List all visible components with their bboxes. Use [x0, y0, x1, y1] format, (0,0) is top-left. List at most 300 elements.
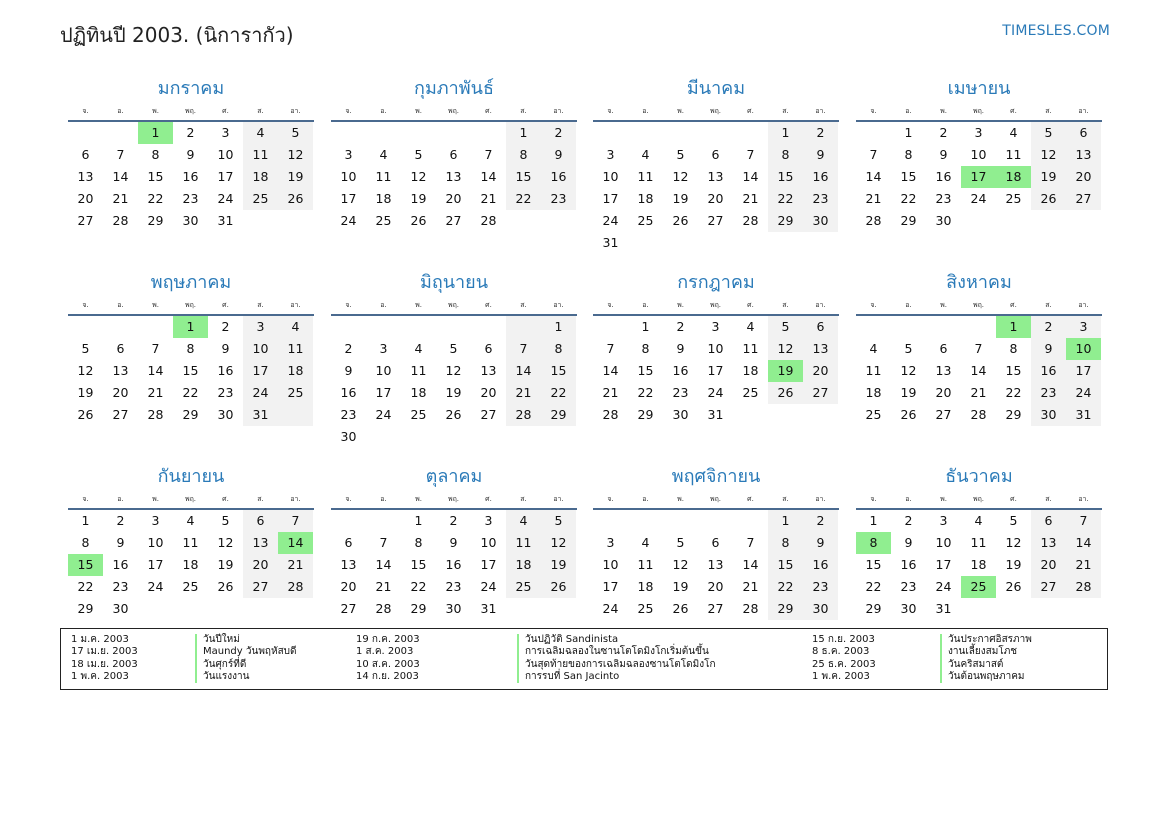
day-cell[interactable]: 9: [221, 341, 230, 356]
day-cell[interactable]: 8: [904, 147, 913, 162]
day-cell[interactable]: 1: [768, 122, 803, 144]
day-cell[interactable]: 18: [375, 191, 392, 206]
day-cell[interactable]: 25: [506, 576, 541, 598]
day-cell[interactable]: 8: [151, 147, 160, 162]
day-cell[interactable]: 27: [243, 576, 278, 598]
day-cell[interactable]: 14: [1066, 532, 1101, 554]
day-cell[interactable]: 30: [803, 210, 838, 232]
day-cell[interactable]: 6: [1031, 510, 1066, 532]
day-cell[interactable]: 18: [278, 360, 313, 382]
day-cell[interactable]: 31: [602, 235, 619, 250]
day-cell[interactable]: 27: [445, 213, 462, 228]
day-cell[interactable]: 24: [147, 579, 164, 594]
day-cell[interactable]: 8: [768, 144, 803, 166]
day-cell[interactable]: 19: [672, 191, 689, 206]
day-cell[interactable]: 22: [410, 579, 427, 594]
day-cell[interactable]: 26: [541, 576, 576, 598]
day-cell[interactable]: 23: [445, 579, 462, 594]
day-cell[interactable]: 15: [182, 363, 199, 378]
day-cell[interactable]: 15: [410, 557, 427, 572]
day-cell[interactable]: 9: [1031, 338, 1066, 360]
day-cell[interactable]: 27: [480, 407, 497, 422]
day-cell[interactable]: 2: [116, 513, 125, 528]
day-cell[interactable]: 15: [1005, 363, 1022, 378]
day-cell[interactable]: 13: [707, 169, 724, 184]
site-logo[interactable]: TIMESLES.COM: [1002, 23, 1110, 39]
day-cell[interactable]: 11: [1005, 147, 1022, 162]
day-cell[interactable]: 6: [116, 341, 125, 356]
day-cell[interactable]: 23: [541, 188, 576, 210]
day-cell[interactable]: 4: [641, 147, 650, 162]
day-cell[interactable]: 14: [865, 169, 882, 184]
day-cell[interactable]: 27: [935, 407, 952, 422]
day-cell[interactable]: 10: [217, 147, 234, 162]
day-cell[interactable]: 15: [768, 166, 803, 188]
day-cell[interactable]: 8: [81, 535, 90, 550]
day-cell[interactable]: 1: [904, 125, 913, 140]
day-cell[interactable]: 31: [707, 407, 724, 422]
day-cell[interactable]: 16: [803, 554, 838, 576]
day-cell[interactable]: 27: [1031, 576, 1066, 598]
holiday-day-cell[interactable]: 15: [68, 554, 103, 576]
day-cell[interactable]: 25: [637, 601, 654, 616]
day-cell[interactable]: 25: [1005, 191, 1022, 206]
day-cell[interactable]: 20: [340, 579, 357, 594]
day-cell[interactable]: 22: [900, 191, 917, 206]
day-cell[interactable]: 21: [1066, 554, 1101, 576]
day-cell[interactable]: 17: [147, 557, 164, 572]
day-cell[interactable]: 12: [672, 169, 689, 184]
day-cell[interactable]: 3: [711, 319, 720, 334]
day-cell[interactable]: 13: [1031, 532, 1066, 554]
day-cell[interactable]: 14: [147, 363, 164, 378]
day-cell[interactable]: 21: [375, 579, 392, 594]
day-cell[interactable]: 30: [803, 598, 838, 620]
day-cell[interactable]: 4: [186, 513, 195, 528]
day-cell[interactable]: 13: [480, 363, 497, 378]
day-cell[interactable]: 4: [506, 510, 541, 532]
day-cell[interactable]: 5: [81, 341, 90, 356]
day-cell[interactable]: 27: [340, 601, 357, 616]
day-cell[interactable]: 14: [602, 363, 619, 378]
day-cell[interactable]: 14: [112, 169, 129, 184]
day-cell[interactable]: 26: [1005, 579, 1022, 594]
day-cell[interactable]: 19: [217, 557, 234, 572]
day-cell[interactable]: 8: [186, 341, 195, 356]
day-cell[interactable]: 31: [243, 404, 278, 426]
day-cell[interactable]: 15: [865, 557, 882, 572]
day-cell[interactable]: 9: [939, 147, 948, 162]
day-cell[interactable]: 12: [1005, 535, 1022, 550]
day-cell[interactable]: 2: [939, 125, 948, 140]
day-cell[interactable]: 25: [243, 188, 278, 210]
day-cell[interactable]: 1: [81, 513, 90, 528]
day-cell[interactable]: 20: [112, 385, 129, 400]
day-cell[interactable]: 29: [768, 210, 803, 232]
day-cell[interactable]: 7: [746, 535, 755, 550]
day-cell[interactable]: 1: [869, 513, 878, 528]
day-cell[interactable]: 27: [112, 407, 129, 422]
day-cell[interactable]: 30: [900, 601, 917, 616]
day-cell[interactable]: 17: [340, 191, 357, 206]
day-cell[interactable]: 10: [602, 169, 619, 184]
day-cell[interactable]: 17: [602, 579, 619, 594]
day-cell[interactable]: 28: [147, 407, 164, 422]
holiday-day-cell[interactable]: 17: [961, 166, 996, 188]
day-cell[interactable]: 21: [602, 385, 619, 400]
day-cell[interactable]: 19: [1031, 166, 1066, 188]
day-cell[interactable]: 23: [340, 407, 357, 422]
day-cell[interactable]: 23: [935, 191, 952, 206]
day-cell[interactable]: 21: [865, 191, 882, 206]
day-cell[interactable]: 26: [410, 213, 427, 228]
day-cell[interactable]: 1: [768, 510, 803, 532]
day-cell[interactable]: 12: [768, 338, 803, 360]
day-cell[interactable]: 31: [1066, 404, 1101, 426]
holiday-day-cell[interactable]: 25: [961, 576, 996, 598]
day-cell[interactable]: 5: [1009, 513, 1018, 528]
day-cell[interactable]: 2: [904, 513, 913, 528]
day-cell[interactable]: 11: [865, 363, 882, 378]
day-cell[interactable]: 6: [81, 147, 90, 162]
day-cell[interactable]: 18: [637, 191, 654, 206]
day-cell[interactable]: 12: [672, 557, 689, 572]
day-cell[interactable]: 24: [480, 579, 497, 594]
day-cell[interactable]: 20: [480, 385, 497, 400]
day-cell[interactable]: 15: [541, 360, 576, 382]
day-cell[interactable]: 31: [217, 213, 234, 228]
day-cell[interactable]: 13: [1066, 144, 1101, 166]
day-cell[interactable]: 26: [1031, 188, 1066, 210]
day-cell[interactable]: 4: [869, 341, 878, 356]
day-cell[interactable]: 16: [900, 557, 917, 572]
holiday-day-cell[interactable]: 10: [1066, 338, 1101, 360]
day-cell[interactable]: 24: [375, 407, 392, 422]
day-cell[interactable]: 26: [77, 407, 94, 422]
day-cell[interactable]: 13: [112, 363, 129, 378]
day-cell[interactable]: 5: [278, 122, 313, 144]
day-cell[interactable]: 12: [900, 363, 917, 378]
day-cell[interactable]: 23: [112, 579, 129, 594]
day-cell[interactable]: 4: [243, 122, 278, 144]
day-cell[interactable]: 11: [506, 532, 541, 554]
day-cell[interactable]: 1: [414, 513, 423, 528]
day-cell[interactable]: 2: [1031, 316, 1066, 338]
day-cell[interactable]: 30: [340, 429, 357, 444]
day-cell[interactable]: 16: [112, 557, 129, 572]
day-cell[interactable]: 29: [1005, 407, 1022, 422]
day-cell[interactable]: 17: [602, 191, 619, 206]
day-cell[interactable]: 10: [147, 535, 164, 550]
day-cell[interactable]: 12: [278, 144, 313, 166]
day-cell[interactable]: 15: [900, 169, 917, 184]
day-cell[interactable]: 17: [707, 363, 724, 378]
day-cell[interactable]: 28: [375, 601, 392, 616]
holiday-day-cell[interactable]: 1: [996, 316, 1031, 338]
day-cell[interactable]: 28: [480, 213, 497, 228]
day-cell[interactable]: 10: [970, 147, 987, 162]
day-cell[interactable]: 20: [935, 385, 952, 400]
day-cell[interactable]: 22: [77, 579, 94, 594]
day-cell[interactable]: 23: [672, 385, 689, 400]
day-cell[interactable]: 23: [803, 188, 838, 210]
day-cell[interactable]: 15: [506, 166, 541, 188]
day-cell[interactable]: 24: [970, 191, 987, 206]
day-cell[interactable]: 9: [904, 535, 913, 550]
day-cell[interactable]: 21: [278, 554, 313, 576]
day-cell[interactable]: 10: [480, 535, 497, 550]
day-cell[interactable]: 28: [742, 601, 759, 616]
day-cell[interactable]: 14: [506, 360, 541, 382]
day-cell[interactable]: 7: [1066, 510, 1101, 532]
day-cell[interactable]: 6: [344, 535, 353, 550]
day-cell[interactable]: 17: [217, 169, 234, 184]
day-cell[interactable]: 7: [506, 338, 541, 360]
day-cell[interactable]: 8: [1009, 341, 1018, 356]
day-cell[interactable]: 28: [1066, 576, 1101, 598]
day-cell[interactable]: 18: [742, 363, 759, 378]
day-cell[interactable]: 24: [602, 601, 619, 616]
day-cell[interactable]: 9: [449, 535, 458, 550]
day-cell[interactable]: 5: [768, 316, 803, 338]
day-cell[interactable]: 25: [742, 385, 759, 400]
day-cell[interactable]: 29: [900, 213, 917, 228]
day-cell[interactable]: 13: [707, 557, 724, 572]
day-cell[interactable]: 14: [970, 363, 987, 378]
day-cell[interactable]: 5: [904, 341, 913, 356]
day-cell[interactable]: 22: [147, 191, 164, 206]
day-cell[interactable]: 16: [672, 363, 689, 378]
day-cell[interactable]: 3: [344, 147, 353, 162]
day-cell[interactable]: 10: [707, 341, 724, 356]
day-cell[interactable]: 25: [637, 213, 654, 228]
day-cell[interactable]: 18: [506, 554, 541, 576]
day-cell[interactable]: 9: [676, 341, 685, 356]
day-cell[interactable]: 24: [243, 382, 278, 404]
day-cell[interactable]: 27: [77, 213, 94, 228]
holiday-day-cell[interactable]: 1: [138, 122, 173, 144]
day-cell[interactable]: 10: [375, 363, 392, 378]
day-cell[interactable]: 7: [974, 341, 983, 356]
day-cell[interactable]: 8: [414, 535, 423, 550]
day-cell[interactable]: 4: [1009, 125, 1018, 140]
holiday-day-cell[interactable]: 1: [173, 316, 208, 338]
day-cell[interactable]: 7: [151, 341, 160, 356]
day-cell[interactable]: 21: [970, 385, 987, 400]
day-cell[interactable]: 28: [602, 407, 619, 422]
day-cell[interactable]: 19: [445, 385, 462, 400]
day-cell[interactable]: 18: [410, 385, 427, 400]
day-cell[interactable]: 29: [410, 601, 427, 616]
day-cell[interactable]: 8: [541, 338, 576, 360]
day-cell[interactable]: 28: [278, 576, 313, 598]
day-cell[interactable]: 3: [221, 125, 230, 140]
day-cell[interactable]: 14: [742, 557, 759, 572]
day-cell[interactable]: 13: [340, 557, 357, 572]
day-cell[interactable]: 18: [243, 166, 278, 188]
day-cell[interactable]: 10: [602, 557, 619, 572]
day-cell[interactable]: 1: [506, 122, 541, 144]
day-cell[interactable]: 5: [1031, 122, 1066, 144]
day-cell[interactable]: 31: [480, 601, 497, 616]
day-cell[interactable]: 24: [602, 213, 619, 228]
day-cell[interactable]: 30: [182, 213, 199, 228]
day-cell[interactable]: 18: [970, 557, 987, 572]
day-cell[interactable]: 12: [77, 363, 94, 378]
day-cell[interactable]: 17: [935, 557, 952, 572]
day-cell[interactable]: 21: [480, 191, 497, 206]
day-cell[interactable]: 27: [707, 213, 724, 228]
day-cell[interactable]: 2: [541, 122, 576, 144]
day-cell[interactable]: 7: [484, 147, 493, 162]
day-cell[interactable]: 11: [637, 169, 654, 184]
day-cell[interactable]: 17: [243, 360, 278, 382]
day-cell[interactable]: 26: [768, 382, 803, 404]
day-cell[interactable]: 21: [506, 382, 541, 404]
day-cell[interactable]: 16: [445, 557, 462, 572]
day-cell[interactable]: 16: [217, 363, 234, 378]
day-cell[interactable]: 12: [217, 535, 234, 550]
day-cell[interactable]: 13: [77, 169, 94, 184]
day-cell[interactable]: 2: [803, 122, 838, 144]
day-cell[interactable]: 3: [606, 147, 615, 162]
day-cell[interactable]: 3: [974, 125, 983, 140]
day-cell[interactable]: 16: [340, 385, 357, 400]
day-cell[interactable]: 18: [182, 557, 199, 572]
day-cell[interactable]: 15: [768, 554, 803, 576]
day-cell[interactable]: 20: [1066, 166, 1101, 188]
day-cell[interactable]: 14: [480, 169, 497, 184]
day-cell[interactable]: 22: [1005, 385, 1022, 400]
day-cell[interactable]: 19: [77, 385, 94, 400]
day-cell[interactable]: 12: [445, 363, 462, 378]
day-cell[interactable]: 12: [541, 532, 576, 554]
day-cell[interactable]: 5: [221, 513, 230, 528]
day-cell[interactable]: 14: [742, 169, 759, 184]
day-cell[interactable]: 30: [445, 601, 462, 616]
day-cell[interactable]: 20: [445, 191, 462, 206]
day-cell[interactable]: 17: [480, 557, 497, 572]
day-cell[interactable]: 13: [445, 169, 462, 184]
day-cell[interactable]: 27: [1066, 188, 1101, 210]
day-cell[interactable]: 29: [77, 601, 94, 616]
day-cell[interactable]: 3: [243, 316, 278, 338]
day-cell[interactable]: 20: [77, 191, 94, 206]
day-cell[interactable]: 6: [1066, 122, 1101, 144]
day-cell[interactable]: 13: [935, 363, 952, 378]
day-cell[interactable]: 16: [1031, 360, 1066, 382]
day-cell[interactable]: 29: [182, 407, 199, 422]
day-cell[interactable]: 20: [707, 191, 724, 206]
day-cell[interactable]: 6: [939, 341, 948, 356]
day-cell[interactable]: 26: [672, 213, 689, 228]
day-cell[interactable]: 26: [445, 407, 462, 422]
day-cell[interactable]: 23: [900, 579, 917, 594]
day-cell[interactable]: 26: [217, 579, 234, 594]
day-cell[interactable]: 4: [278, 316, 313, 338]
day-cell[interactable]: 4: [974, 513, 983, 528]
day-cell[interactable]: 6: [711, 535, 720, 550]
day-cell[interactable]: 23: [803, 576, 838, 598]
day-cell[interactable]: 22: [637, 385, 654, 400]
day-cell[interactable]: 11: [970, 535, 987, 550]
day-cell[interactable]: 17: [375, 385, 392, 400]
day-cell[interactable]: 20: [1031, 554, 1066, 576]
day-cell[interactable]: 1: [541, 316, 576, 338]
day-cell[interactable]: 3: [939, 513, 948, 528]
day-cell[interactable]: 18: [637, 579, 654, 594]
day-cell[interactable]: 5: [676, 147, 685, 162]
day-cell[interactable]: 30: [672, 407, 689, 422]
day-cell[interactable]: 26: [672, 601, 689, 616]
day-cell[interactable]: 21: [742, 579, 759, 594]
day-cell[interactable]: 18: [865, 385, 882, 400]
day-cell[interactable]: 29: [768, 598, 803, 620]
day-cell[interactable]: 11: [243, 144, 278, 166]
day-cell[interactable]: 28: [506, 404, 541, 426]
day-cell[interactable]: 5: [676, 535, 685, 550]
day-cell[interactable]: 26: [278, 188, 313, 210]
day-cell[interactable]: 29: [637, 407, 654, 422]
day-cell[interactable]: 5: [541, 510, 576, 532]
day-cell[interactable]: 4: [414, 341, 423, 356]
day-cell[interactable]: 6: [449, 147, 458, 162]
day-cell[interactable]: 16: [803, 166, 838, 188]
day-cell[interactable]: 28: [742, 213, 759, 228]
day-cell[interactable]: 19: [410, 191, 427, 206]
day-cell[interactable]: 26: [900, 407, 917, 422]
day-cell[interactable]: 15: [637, 363, 654, 378]
holiday-day-cell[interactable]: 8: [856, 532, 891, 554]
day-cell[interactable]: 1: [641, 319, 650, 334]
day-cell[interactable]: 9: [344, 363, 353, 378]
day-cell[interactable]: 30: [935, 213, 952, 228]
day-cell[interactable]: 28: [112, 213, 129, 228]
day-cell[interactable]: 25: [375, 213, 392, 228]
day-cell[interactable]: 2: [221, 319, 230, 334]
day-cell[interactable]: 2: [676, 319, 685, 334]
day-cell[interactable]: 30: [112, 601, 129, 616]
day-cell[interactable]: 10: [935, 535, 952, 550]
day-cell[interactable]: 9: [541, 144, 576, 166]
holiday-day-cell[interactable]: 14: [278, 532, 313, 554]
day-cell[interactable]: 10: [243, 338, 278, 360]
day-cell[interactable]: 11: [410, 363, 427, 378]
day-cell[interactable]: 22: [506, 188, 541, 210]
day-cell[interactable]: 7: [278, 510, 313, 532]
day-cell[interactable]: 29: [865, 601, 882, 616]
day-cell[interactable]: 11: [375, 169, 392, 184]
day-cell[interactable]: 28: [865, 213, 882, 228]
day-cell[interactable]: 30: [217, 407, 234, 422]
day-cell[interactable]: 19: [1005, 557, 1022, 572]
day-cell[interactable]: 21: [112, 191, 129, 206]
day-cell[interactable]: 29: [541, 404, 576, 426]
day-cell[interactable]: 28: [970, 407, 987, 422]
day-cell[interactable]: 9: [186, 147, 195, 162]
day-cell[interactable]: 15: [147, 169, 164, 184]
day-cell[interactable]: 2: [186, 125, 195, 140]
day-cell[interactable]: 11: [637, 557, 654, 572]
day-cell[interactable]: 24: [1066, 382, 1101, 404]
day-cell[interactable]: 16: [182, 169, 199, 184]
day-cell[interactable]: 8: [768, 532, 803, 554]
day-cell[interactable]: 27: [707, 601, 724, 616]
day-cell[interactable]: 6: [803, 316, 838, 338]
day-cell[interactable]: 25: [182, 579, 199, 594]
day-cell[interactable]: 21: [742, 191, 759, 206]
day-cell[interactable]: 27: [803, 382, 838, 404]
